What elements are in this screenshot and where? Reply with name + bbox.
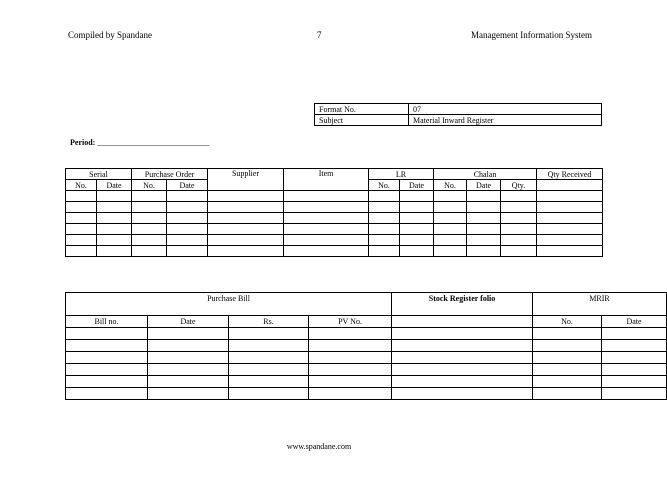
table-row	[66, 340, 667, 352]
sub-serial-date: Date	[97, 180, 132, 191]
sub-lr-date: Date	[400, 180, 434, 191]
sub-po-no: No.	[132, 180, 167, 191]
col-purchase-bill: Purchase Bill	[66, 293, 392, 316]
bill-sub-row	[66, 316, 667, 328]
col-lr: LR	[369, 169, 434, 180]
sub-serial-no: No.	[66, 180, 97, 191]
inward-group-row	[66, 169, 603, 180]
format-info-table	[314, 103, 602, 126]
table-row	[66, 235, 603, 246]
col-purchase-order: Purchase Order	[132, 169, 208, 180]
table-row	[66, 388, 667, 400]
period-label: Period:	[70, 138, 96, 147]
period-blank: ____________________________	[97, 138, 210, 147]
header-system-title: Management Information System	[471, 30, 592, 40]
col-mrir: MRIR	[533, 293, 667, 316]
material-inward-table	[65, 168, 603, 257]
subject-value: Material Inward Register	[409, 115, 602, 126]
sub-bill-rs: Rs.	[229, 316, 309, 328]
sub-lr-no: No.	[369, 180, 400, 191]
table-row	[66, 246, 603, 257]
sub-folio	[392, 316, 533, 328]
table-row	[66, 202, 603, 213]
table-row	[66, 213, 603, 224]
table-row	[66, 224, 603, 235]
format-row	[315, 104, 602, 115]
sub-chalan-qty: Qty.	[501, 180, 537, 191]
col-chalan: Chalan	[434, 169, 537, 180]
sub-chalan-date: Date	[467, 180, 501, 191]
sub-bill-no: Bill no.	[66, 316, 148, 328]
table-row	[66, 364, 667, 376]
header-compiled-by: Compiled by Spandane	[68, 30, 152, 40]
sub-chalan-no: No.	[434, 180, 467, 191]
sub-qty-received	[537, 180, 603, 191]
table-row	[66, 328, 667, 340]
col-supplier: Supplier	[208, 169, 284, 191]
sub-bill-date: Date	[148, 316, 229, 328]
footer-website: www.spandane.com	[286, 442, 352, 451]
col-serial: Serial	[66, 169, 132, 180]
purchase-bill-table	[65, 292, 667, 400]
bill-group-row	[66, 293, 667, 316]
sub-mrir-date: Date	[602, 316, 667, 328]
table-row	[66, 376, 667, 388]
format-no-value: 07	[409, 104, 602, 115]
sub-po-date: Date	[167, 180, 208, 191]
subject-row	[315, 115, 602, 126]
col-item: Item	[284, 169, 369, 191]
table-row	[66, 352, 667, 364]
col-qty-received: Qty Received	[537, 169, 603, 180]
format-no-label: Format No.	[315, 104, 409, 115]
period-line	[70, 138, 209, 147]
col-stock-register-folio: Stock Register folio	[392, 293, 533, 316]
sub-pv-no: PV No.	[309, 316, 392, 328]
sub-mrir-no: No.	[533, 316, 602, 328]
page-number: 7	[317, 30, 322, 40]
subject-label: Subject	[315, 115, 409, 126]
table-row	[66, 191, 603, 202]
